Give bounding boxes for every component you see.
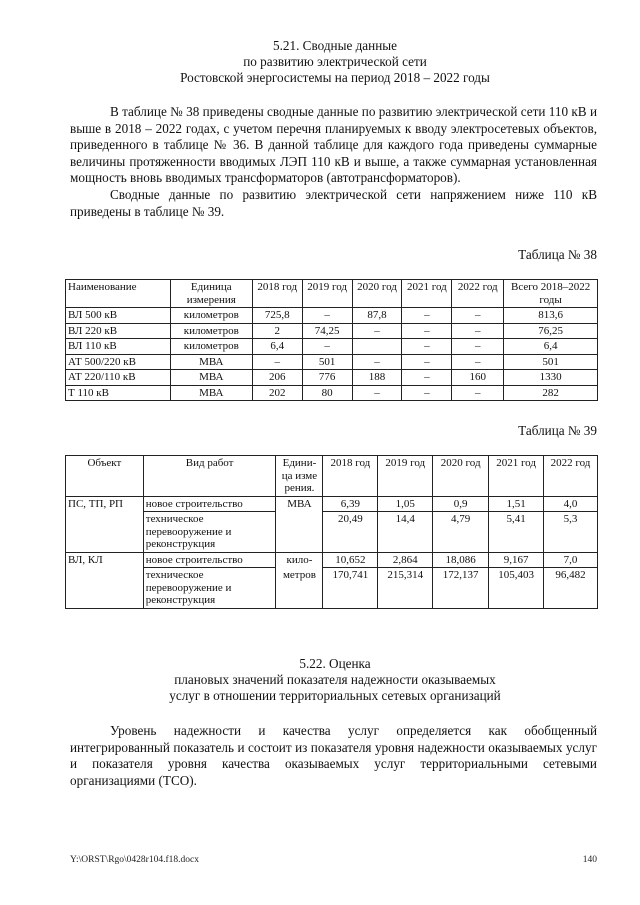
paragraph-text: Уровень надежности и качества услуг определяется как обобщенный интегрированный показатель и состоит из показателя уровня надежности оказываемых услуг и показателя уровня качества оказываемых услуг территориальными сетевыми организациями (ТСО). — [70, 723, 597, 788]
table-39 — [65, 455, 598, 609]
value-cell: – — [352, 323, 402, 339]
header-cell: 2018 год — [323, 456, 378, 497]
footer-file-path: Y:\ORST\Rgo\0428r104.f18.docx — [70, 855, 199, 865]
work-cell: новое строительство — [143, 552, 276, 568]
unit-cell: километров — [170, 339, 252, 355]
row-label-cell: ВЛ 500 кВ — [66, 308, 171, 324]
table39-caption: Таблица № 39 — [518, 423, 597, 438]
value-cell: – — [252, 354, 302, 370]
value-cell: 5,41 — [489, 512, 544, 553]
value-cell: 172,137 — [433, 568, 489, 609]
heading-line: по развитию электрической сети — [243, 54, 427, 69]
value-cell: 160 — [452, 370, 504, 386]
header-cell: Вид работ — [143, 456, 276, 497]
value-cell: 776 — [302, 370, 352, 386]
table-header-row — [66, 280, 598, 308]
value-cell: 2,864 — [378, 552, 433, 568]
value-cell: 501 — [302, 354, 352, 370]
paragraph-text: В таблице № 38 приведены сводные данные по развитию электрической сети 110 кВ и выше в 2018 – 2022 годах, с учетом перечня планируемых к вводу электросетевых объектов, приведенного в таблице № 36. В данной таблице для каждого года приведены суммарные величины протяженности вводимых ЛЭП 110 кВ и выше, а также суммарная установленная мощность вновь вводимых трансформаторов (автотрансформаторов). — [70, 104, 597, 186]
value-cell: – — [452, 354, 504, 370]
header-cell: 2019 год — [378, 456, 433, 497]
table-row — [66, 496, 598, 512]
value-cell: 1330 — [504, 370, 598, 386]
value-cell: – — [402, 370, 452, 386]
value-cell: 96,482 — [544, 568, 598, 609]
row-label-cell: АТ 220/110 кВ — [66, 370, 171, 386]
paragraph-text: Сводные данные по развитию электрической сети напряжением ниже 110 кВ приведены в таблице № 39. — [70, 186, 597, 219]
value-cell: – — [452, 385, 504, 401]
header-cell: Объект — [66, 456, 144, 497]
row-label-cell: АТ 500/220 кВ — [66, 354, 171, 370]
value-cell: 206 — [252, 370, 302, 386]
unit-cell: МВА — [170, 385, 252, 401]
heading-line: плановых значений показателя надежности оказываемых — [174, 672, 496, 687]
unit-cell: метров — [276, 568, 323, 609]
unit-cell: МВА — [170, 370, 252, 386]
value-cell: – — [352, 385, 402, 401]
value-cell: 725,8 — [252, 308, 302, 324]
table-row — [66, 385, 598, 401]
header-cell: 2021 год — [489, 456, 544, 497]
row-label-cell: Т 110 кВ — [66, 385, 171, 401]
table-row — [66, 370, 598, 386]
unit-cell: километров — [170, 323, 252, 339]
value-cell: – — [302, 339, 352, 355]
section-5-22-heading — [70, 656, 600, 704]
header-cell: Наименование — [66, 280, 171, 308]
value-cell: – — [402, 308, 452, 324]
value-cell: 6,4 — [252, 339, 302, 355]
row-label-cell: ВЛ 220 кВ — [66, 323, 171, 339]
value-cell: 74,25 — [302, 323, 352, 339]
value-cell: 18,086 — [433, 552, 489, 568]
value-cell: 76,25 — [504, 323, 598, 339]
value-cell: 80 — [302, 385, 352, 401]
header-cell: 2019 год — [302, 280, 352, 308]
value-cell: 6,39 — [323, 496, 378, 512]
table-header-row — [66, 456, 598, 497]
table-row — [66, 568, 598, 609]
work-cell: техническое перевооружение и реконструкция — [143, 568, 276, 609]
object-cell: ВЛ, КЛ — [66, 552, 144, 608]
table-row — [66, 339, 598, 355]
value-cell: 9,167 — [489, 552, 544, 568]
heading-line: Ростовской энергосистемы на период 2018 – 2022 годы — [180, 70, 490, 85]
value-cell: 5,3 — [544, 512, 598, 553]
value-cell: 202 — [252, 385, 302, 401]
work-cell: техническое перевооружение и реконструкция — [143, 512, 276, 553]
unit-cell: километров — [170, 308, 252, 324]
section-5-21-heading — [70, 38, 600, 86]
value-cell: 2 — [252, 323, 302, 339]
value-cell: – — [402, 385, 452, 401]
value-cell: 20,49 — [323, 512, 378, 553]
value-cell: 7,0 — [544, 552, 598, 568]
unit-cell: МВА — [170, 354, 252, 370]
work-cell: новое строительство — [143, 496, 276, 512]
unit-cell: МВА — [276, 496, 323, 552]
header-cell: 2022 год — [544, 456, 598, 497]
paragraph-reliability — [70, 723, 597, 789]
header-cell: 2021 год — [402, 280, 452, 308]
value-cell: – — [352, 354, 402, 370]
table-row — [66, 512, 598, 553]
value-cell: – — [402, 339, 452, 355]
value-cell: 10,652 — [323, 552, 378, 568]
value-cell: 6,4 — [504, 339, 598, 355]
heading-line: услуг в отношении территориальных сетевых организаций — [169, 688, 501, 703]
value-cell: 501 — [504, 354, 598, 370]
value-cell: – — [402, 323, 452, 339]
value-cell: 0,9 — [433, 496, 489, 512]
value-cell: – — [302, 308, 352, 324]
value-cell: 170,741 — [323, 568, 378, 609]
value-cell: – — [402, 354, 452, 370]
heading-line: 5.22. Оценка — [299, 656, 371, 671]
table-row — [66, 552, 598, 568]
value-cell — [352, 339, 402, 355]
table38-caption: Таблица № 38 — [518, 247, 597, 262]
value-cell: 188 — [352, 370, 402, 386]
table-38 — [65, 279, 598, 401]
value-cell: – — [452, 339, 504, 355]
table-row — [66, 308, 598, 324]
table-row — [66, 323, 598, 339]
heading-line: 5.21. Сводные данные — [273, 38, 397, 53]
table-row — [66, 354, 598, 370]
value-cell: 87,8 — [352, 308, 402, 324]
paragraph-table38-intro — [70, 104, 597, 220]
header-cell: Едини-ца изме рения. — [276, 456, 323, 497]
header-cell: Всего 2018–2022 годы — [504, 280, 598, 308]
value-cell: 4,0 — [544, 496, 598, 512]
header-cell: 2020 год — [433, 456, 489, 497]
value-cell: 813,6 — [504, 308, 598, 324]
value-cell: – — [452, 308, 504, 324]
value-cell: 282 — [504, 385, 598, 401]
value-cell: 4,79 — [433, 512, 489, 553]
header-cell: Единица измерения — [170, 280, 252, 308]
header-cell: 2018 год — [252, 280, 302, 308]
header-cell: 2020 год — [352, 280, 402, 308]
value-cell: 14,4 — [378, 512, 433, 553]
unit-cell: кило- — [276, 552, 323, 568]
row-label-cell: ВЛ 110 кВ — [66, 339, 171, 355]
object-cell: ПС, ТП, РП — [66, 496, 144, 552]
header-cell: 2022 год — [452, 280, 504, 308]
value-cell: 1,51 — [489, 496, 544, 512]
value-cell: 105,403 — [489, 568, 544, 609]
value-cell: – — [452, 323, 504, 339]
value-cell: 1,05 — [378, 496, 433, 512]
value-cell: 215,314 — [378, 568, 433, 609]
footer-page-number: 140 — [582, 855, 597, 865]
